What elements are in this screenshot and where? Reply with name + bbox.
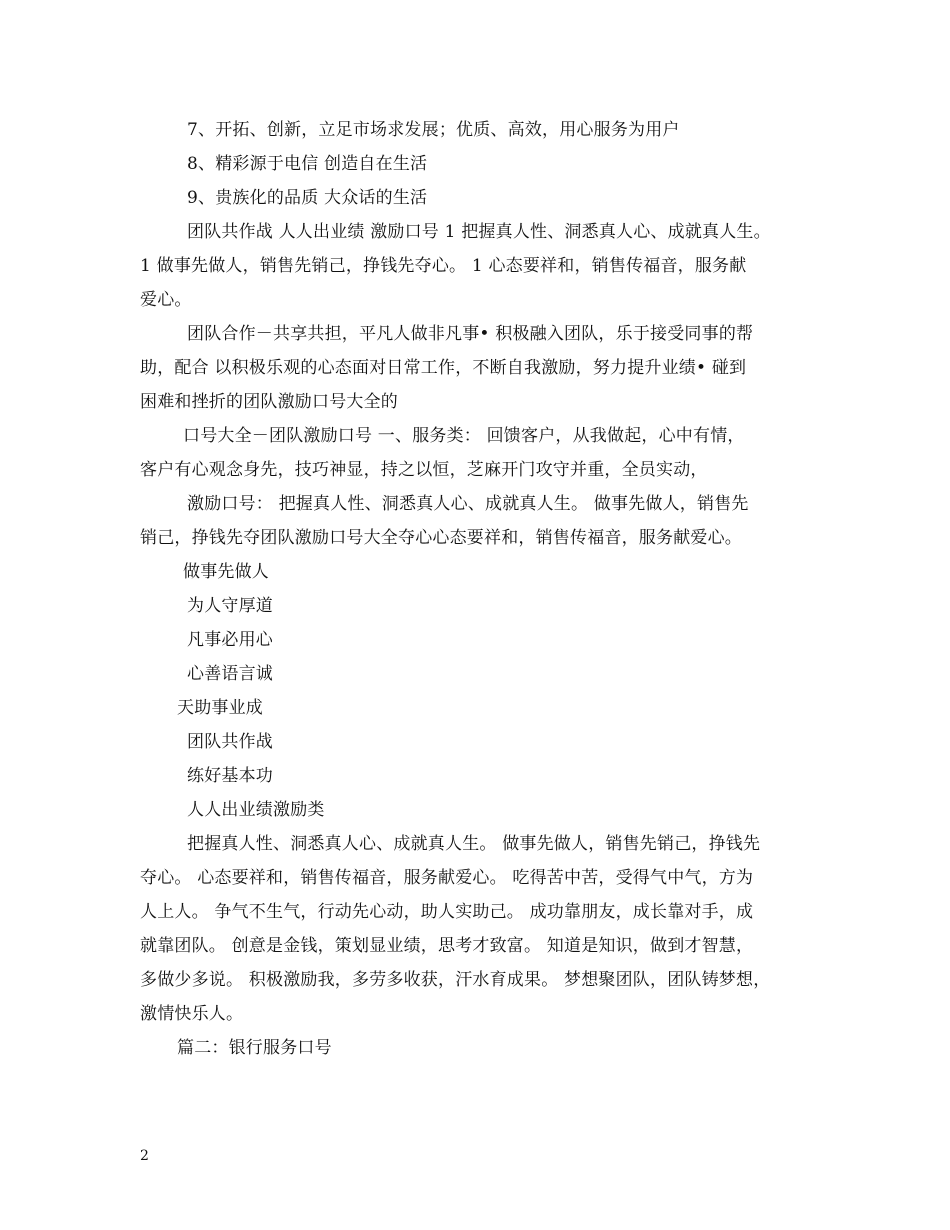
text-line: 助，配合 以积极乐观的心态面对日常工作，不断自我激励，努力提升业绩• 碰到 bbox=[140, 358, 747, 378]
text-line: 9、贵族化的品质 大众话的生活 bbox=[187, 188, 428, 208]
text-line: 天助事业成 bbox=[177, 698, 263, 718]
text-line: 激情快乐人。 bbox=[140, 1004, 244, 1024]
text-line: 夺心。 心态要祥和，销售传福音，服务献爱心。 吃得苦中苦，受得气中气，方为 bbox=[140, 868, 754, 888]
text-line: 练好基本功 bbox=[187, 766, 273, 786]
text-line: 8、精彩源于电信 创造自在生活 bbox=[187, 154, 428, 174]
text-line: 爱心。 bbox=[140, 290, 192, 310]
text-line: 团队共作战 人人出业绩 激励口号 1 把握真人性、洞悉真人心、成就真人生。 bbox=[187, 222, 771, 242]
text-line: 凡事必用心 bbox=[187, 630, 273, 650]
text-line: 做事先做人 bbox=[183, 562, 269, 582]
text-line: 把握真人性、洞悉真人心、成就真人生。 做事先做人，销售先销己，挣钱先 bbox=[187, 834, 761, 854]
page-number: 2 bbox=[140, 1148, 149, 1164]
text-line: 为人守厚道 bbox=[187, 596, 273, 616]
text-line: 多做少多说。 积极激励我，多劳多收获，汗水育成果。 梦想聚团队，团队铸梦想， bbox=[140, 970, 771, 990]
section-heading: 篇二：银行服务口号 bbox=[177, 1038, 332, 1058]
text-line: 团队合作－共享共担，平凡人做非凡事• 积极融入团队，乐于接受同事的帮 bbox=[187, 324, 754, 344]
text-line: 人上人。 争气不生气，行动先心动，助人实助己。 成功靠朋友，成长靠对手，成 bbox=[140, 902, 754, 922]
text-line: 客户有心观念身先，技巧神显，持之以恒，芝麻开门攻守并重，全员实动， bbox=[140, 460, 708, 480]
text-line: 激励口号： 把握真人性、洞悉真人心、成就真人生。 做事先做人，销售先 bbox=[187, 494, 749, 514]
text-line: 就靠团队。 创意是金钱，策划显业绩，思考才致富。 知道是知识，做到才智慧， bbox=[140, 936, 754, 956]
text-line: 7、开拓、创新，立足市场求发展；优质、高效，用心服务为用户 bbox=[187, 120, 680, 140]
text-line: 人人出业绩激励类 bbox=[187, 800, 325, 820]
text-line: 困难和挫折的团队激励口号大全的 bbox=[140, 392, 398, 412]
text-line: 1 做事先做人，销售先销己，挣钱先夺心。 1 心态要祥和，销售传福音，服务献 bbox=[140, 256, 747, 276]
text-line: 团队共作战 bbox=[187, 732, 273, 752]
text-line: 销己，挣钱先夺团队激励口号大全夺心心态要祥和，销售传福音，服务献爱心。 bbox=[140, 528, 742, 548]
text-line: 心善语言诚 bbox=[187, 664, 273, 684]
text-line: 口号大全－团队激励口号 一、服务类： 回馈客户，从我做起，心中有情， bbox=[183, 426, 745, 446]
